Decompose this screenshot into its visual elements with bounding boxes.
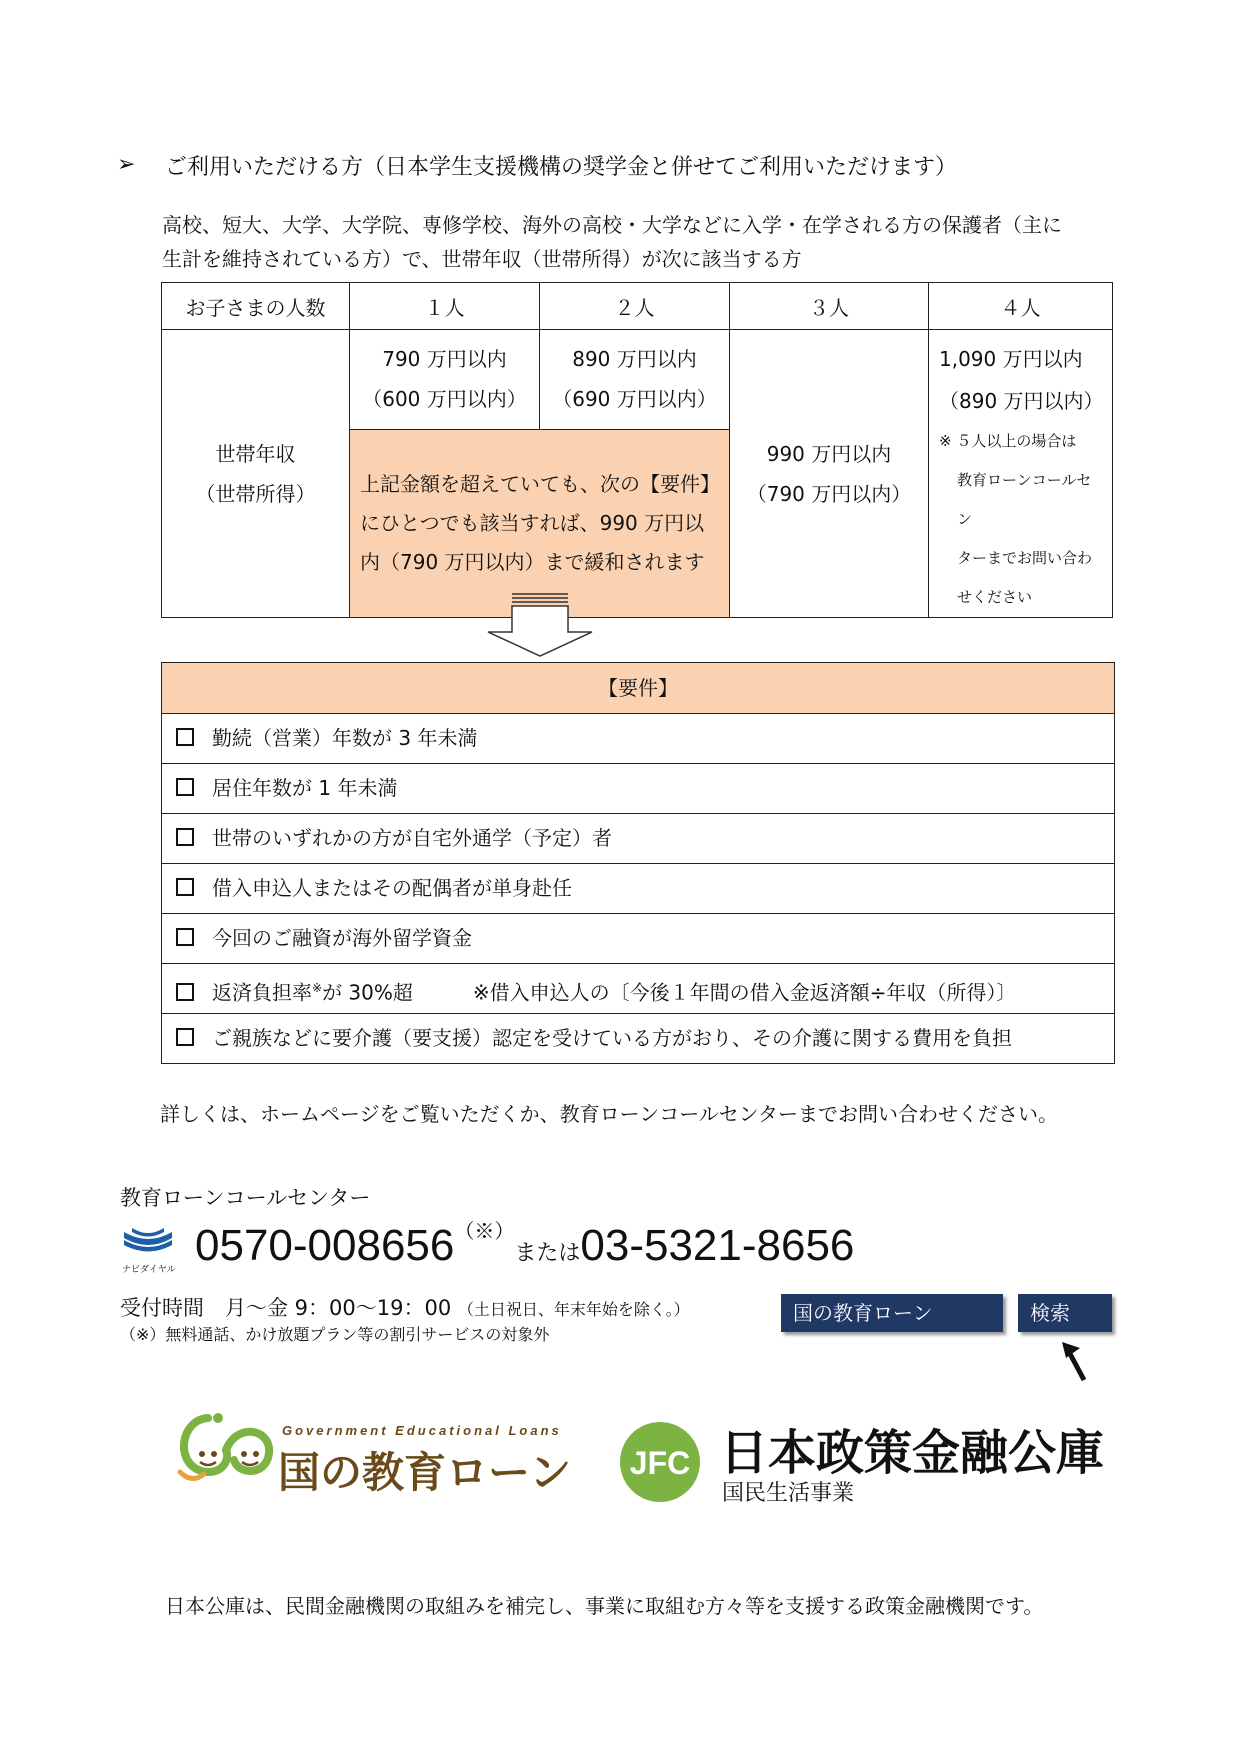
pointer-arrow-icon — [1060, 1340, 1090, 1382]
jfc-logo-text: 日本政策金融公庫 — [720, 1425, 1105, 1481]
income-limit-table — [161, 282, 1113, 618]
col-3-children: ３人 — [730, 283, 929, 330]
col-1-child: １人 — [350, 283, 540, 330]
search-button[interactable]: 検索 — [1018, 1294, 1112, 1332]
requirements-title: 【要件】 — [162, 663, 1114, 714]
requirement-item-repayment: 返済負担率※が 30%超 ※借入申込人の〔今後１年間の借入金返済額÷年収（所得）〕 — [162, 964, 1114, 1014]
col-4-children: ４人 — [929, 283, 1113, 330]
navi-dial-icon: ナビダイヤル — [122, 1228, 176, 1275]
eligibility-intro — [162, 208, 1122, 276]
requirement-item: 世帯のいずれかの方が自宅外通学（予定）者 — [162, 814, 1114, 864]
call-center-title: 教育ローンコールセンター — [120, 1186, 371, 1210]
relaxation-note: 上記金額を超えていても、次の【要件】にひとつでも該当すれば、990 万円以内（790 万円以内）まで緩和されます — [350, 429, 730, 617]
income-row-top — [162, 330, 1113, 430]
checkbox[interactable] — [176, 778, 194, 796]
section-heading: ご利用いただける方（日本学生支援機構の奨学金と併せてご利用いただけます） — [165, 155, 958, 180]
heading-bullet: ➢ — [117, 152, 136, 177]
jfc-logo-subtitle: 国民生活事業 — [722, 1481, 855, 1506]
checkbox[interactable] — [176, 878, 194, 896]
checkbox[interactable] — [176, 983, 194, 1001]
limit-4-children: 1,090 万円以内 （890 万円以内） ※ ５人以上の場合は 教育ローンコールセン ターまでお問い合わ せください — [929, 330, 1113, 618]
five-plus-note: ※ ５人以上の場合は 教育ローンコールセン ターまでお問い合わ せください — [939, 432, 1093, 606]
education-loan-logo-text: 国の教育ローン — [278, 1448, 572, 1497]
svg-text:JFC: JFC — [629, 1445, 691, 1481]
limit-2-children: 890 万円以内 （690 万円以内） — [540, 330, 730, 430]
limit-3-children: 990 万円以内 （790 万円以内） — [730, 330, 929, 618]
requirement-item: 勤続（営業）年数が 3 年未満 — [162, 714, 1114, 764]
education-loan-logo-icon — [168, 1410, 278, 1490]
checkbox[interactable] — [176, 928, 194, 946]
requirement-item: 今回のご融資が海外留学資金 — [162, 914, 1114, 964]
footer-text: 日本公庫は、民間金融機関の取組みを補完し、事業に取組む方々等を支援する政策金融機関です。 — [165, 1594, 1044, 1618]
details-text: 詳しくは、ホームページをご覧いただくか、教育ローンコールセンターまでお問い合わせください。 — [160, 1102, 1058, 1126]
requirement-item: ご親族などに要介護（要支援）認定を受けている方がおり、その介護に関する費用を負担 — [162, 1014, 1114, 1063]
education-loan-logo-subtitle: Government Educational Loans — [282, 1423, 562, 1438]
col-2-children: ２人 — [540, 283, 730, 330]
requirement-item: 居住年数が 1 年未満 — [162, 764, 1114, 814]
navi-dial-number[interactable]: 0570-008656 — [195, 1221, 455, 1270]
alt-phone-number[interactable]: 03-5321-8656 — [580, 1221, 855, 1270]
household-income-label: 世帯年収 （世帯所得） — [162, 330, 350, 618]
checkbox[interactable] — [176, 828, 194, 846]
repayment-ratio-note: ※借入申込人の〔今後１年間の借入金返済額÷年収（所得）〕 — [472, 980, 1017, 1005]
checkbox[interactable] — [176, 728, 194, 746]
checkbox[interactable] — [176, 1028, 194, 1046]
intro-line-1: 高校、短大、大学、大学院、専修学校、海外の高校・大学などに入学・在学される方の保護者（主に — [162, 213, 1062, 237]
intro-line-2: 生計を維持されている方）で、世帯年収（世帯所得）が次に該当する方 — [162, 247, 802, 271]
search-keyword-box[interactable]: 国の教育ローン — [781, 1294, 1003, 1332]
requirement-item: 借入申込人またはその配偶者が単身赴任 — [162, 864, 1114, 914]
phone-numbers: 0570-008656（※）または03-5321-8656 — [195, 1221, 855, 1270]
jfc-logo-icon — [618, 1420, 708, 1504]
business-hours: 受付時間 月～金 9：00～19：00 （土日祝日、年末年始を除く。） — [120, 1296, 690, 1320]
down-arrow-icon — [480, 592, 600, 658]
limit-1-child: 790 万円以内 （600 万円以内） — [350, 330, 540, 430]
requirements-table — [161, 662, 1115, 1064]
free-call-note: （※）無料通話、かけ放題プラン等の割引サービスの対象外 — [120, 1325, 550, 1344]
table-header-row — [162, 283, 1113, 330]
children-count-header: お子さまの人数 — [162, 283, 350, 330]
